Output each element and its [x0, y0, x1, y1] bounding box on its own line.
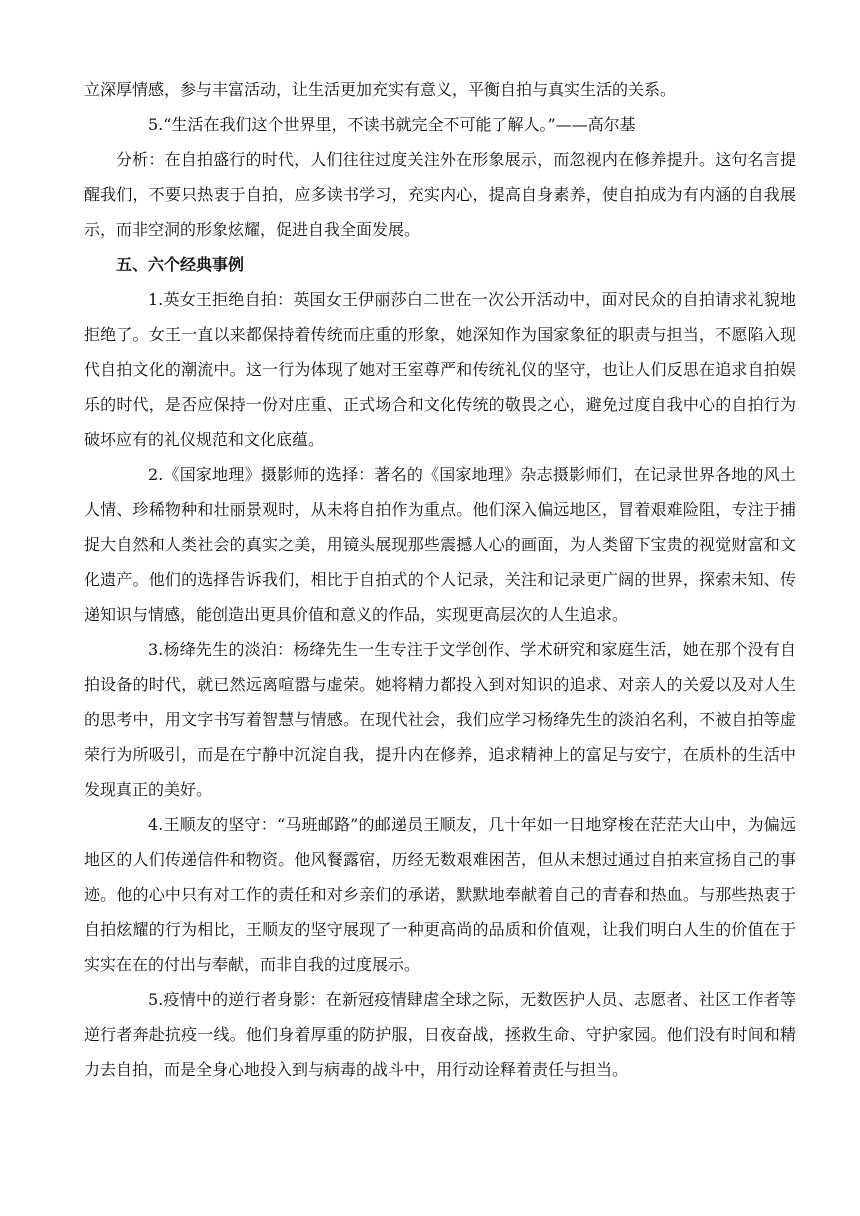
case-item-4	[84, 807, 796, 982]
paragraph-continuation: 立深厚情感，参与丰富活动，让生活更加充实有意义，平衡自拍与真实生活的关系。	[84, 80, 677, 99]
case-item-5	[84, 982, 796, 1087]
case-item-3	[84, 632, 796, 807]
case-number: 1.	[148, 290, 164, 309]
quote-number: 5.	[148, 115, 164, 134]
case-text: 英女王拒绝自拍：英国女王伊丽莎白二世在一次公开活动中，面对民众的自拍请求礼貌地拒绝了。女王一直以来都保持着传统而庄重的形象，她深知作为国家象征的职责与担当，不愿陷入现代自拍文化的潮流中。这一行为体现了她对王室尊严和传统礼仪的坚守，也让人们反思在追求自拍娱乐的时代，是否应保持一份对庄重、正式场合和文化传统的敬畏之心，避免过度自我中心的自拍行为破坏应有的礼仪规范和文化底蕴。	[84, 290, 796, 449]
case-text: 《国家地理》摄影师的选择：著名的《国家地理》杂志摄影师们，在记录世界各地的风土人情、珍稀物种和壮丽景观时，从未将自拍作为重点。他们深入偏远地区，冒着艰难险阻，专注于捕捉大自然和人类社会的真实之美，用镜头展现那些震撼人心的画面，为人类留下宝贵的视觉财富和文化遗产。他们的选择告诉我们，相比于自拍式的个人记录，关注和记录更广阔的世界，探索未知、传递知识与情感，能创造出更具价值和意义的作品，实现更高层次的人生追求。	[84, 465, 796, 624]
section-heading: 五、六个经典事例	[116, 255, 245, 274]
quote-item-5	[84, 107, 796, 142]
case-text: 疫情中的逆行者身影：在新冠疫情肆虐全球之际，无数医护人员、志愿者、社区工作者等逆行者奔赴抗疫一线。他们身着厚重的防护服，日夜奋战，拯救生命、守护家园。他们没有时间和精力去自拍，而是全身心地投入到与病毒的战斗中，用行动诠释着责任与担当。	[84, 990, 796, 1079]
document-page	[84, 72, 796, 1087]
case-text: 王顺友的坚守：“马班邮路”的邮递员王顺友，几十年如一日地穿梭在茫茫大山中，为偏远地区的人们传递信件和物资。他风餐露宿，历经无数艰难困苦，但从未想过通过自拍来宣扬自己的事迹。他的心中只有对工作的责任和对乡亲们的承诺，默默地奉献着自己的青春和热血。与那些热衷于自拍炫耀的行为相比，王顺友的坚守展现了一种更高尚的品质和价值观，让我们明白人生的价值在于实实在在的付出与奉献，而非自我的过度展示。	[84, 815, 796, 974]
analysis-paragraph: 分析：在自拍盛行的时代，人们往往过度关注外在形象展示，而忽视内在修养提升。这句名言提醒我们，不要只热衷于自拍，应多读书学习，充实内心，提高自身素养，使自拍成为有内涵的自我展示，而非空洞的形象炫耀，促进自我全面发展。	[84, 150, 796, 239]
case-number: 3.	[148, 640, 164, 659]
quote-text: “生活在我们这个世界里，不读书就完全不可能了解人。”——高尔基	[163, 115, 636, 134]
case-number: 2.	[148, 465, 164, 484]
case-item-2	[84, 457, 796, 632]
case-item-1	[84, 282, 796, 457]
case-number: 4.	[148, 815, 164, 834]
case-number: 5.	[148, 990, 164, 1009]
case-text: 杨绛先生的淡泊：杨绛先生一生专注于文学创作、学术研究和家庭生活，她在那个没有自拍设备的时代，就已然远离喧嚣与虚荣。她将精力都投入到对知识的追求、对亲人的关爱以及对人生的思考中，用文字书写着智慧与情感。在现代社会，我们应学习杨绛先生的淡泊名利，不被自拍等虚荣行为所吸引，而是在宁静中沉淀自我，提升内在修养，追求精神上的富足与安宁，在质朴的生活中发现真正的美好。	[84, 640, 796, 799]
